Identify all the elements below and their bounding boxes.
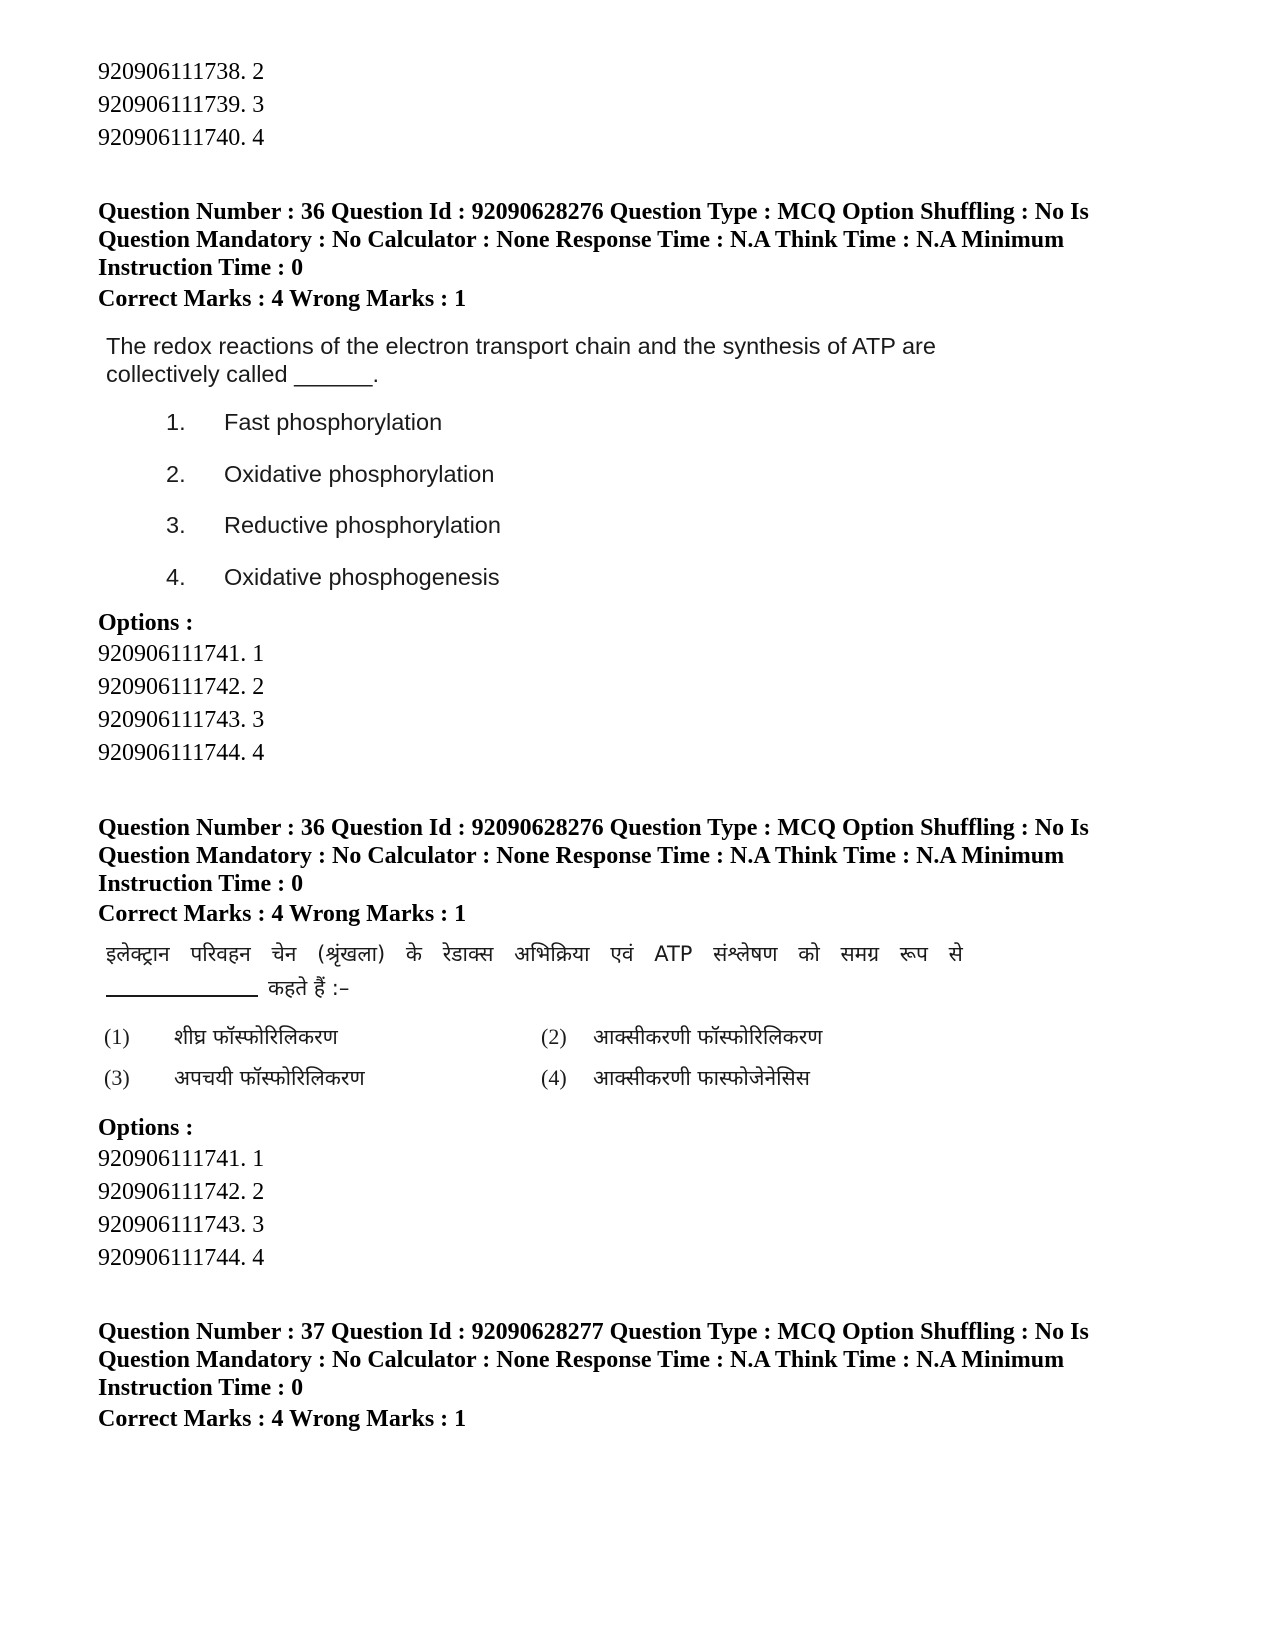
question-meta <box>98 1318 1178 1402</box>
question-meta <box>98 814 1178 898</box>
question-meta-line: Question Number : 36 Question Id : 92090628276 Question Type : MCQ Option Shuffling : No Is <box>98 815 1089 841</box>
option-line: 920906111742. 2 <box>98 1179 265 1205</box>
answer-choice <box>541 1064 810 1092</box>
option-line: 920906111739. 3 <box>98 92 265 118</box>
answer-choice-text: Oxidative phosphogenesis <box>224 564 500 590</box>
question-meta-line: Question Mandatory : No Calculator : None Response Time : N.A Think Time : N.A Minimum <box>98 843 1065 869</box>
options-heading: Options : <box>98 610 194 636</box>
question-stem <box>106 332 1006 388</box>
question-meta-line: Instruction Time : 0 <box>98 255 304 281</box>
question-stem <box>106 940 1046 1002</box>
answer-choice-number: (3) <box>104 1065 130 1090</box>
question-meta-line: Instruction Time : 0 <box>98 871 304 897</box>
answer-choice <box>104 1064 365 1092</box>
answer-choice-text: शीघ्र फॉस्फोरिलिकरण <box>174 1025 338 1049</box>
marks-line: Correct Marks : 4 Wrong Marks : 1 <box>98 286 467 312</box>
marks-line: Correct Marks : 4 Wrong Marks : 1 <box>98 1406 467 1432</box>
question-meta-line: Question Mandatory : No Calculator : None Response Time : N.A Think Time : N.A Minimum <box>98 227 1065 253</box>
option-line: 920906111741. 1 <box>98 1146 265 1172</box>
option-line: 920906111740. 4 <box>98 125 265 151</box>
option-line: 920906111743. 3 <box>98 1212 265 1238</box>
answer-choice-text: आक्सीकरणी फास्फोजेनेसिस <box>593 1066 810 1090</box>
answer-choice-number: (2) <box>541 1024 567 1049</box>
answer-blank <box>106 995 258 997</box>
question-stem-line <box>106 974 1046 1002</box>
option-line: 920906111743. 3 <box>98 707 265 733</box>
answer-choice <box>166 461 494 488</box>
option-line: 920906111742. 2 <box>98 674 265 700</box>
option-line: 920906111744. 4 <box>98 1245 265 1271</box>
question-meta <box>98 198 1178 282</box>
option-line: 920906111738. 2 <box>98 59 265 85</box>
question-stem-line: इलेक्ट्रान परिवहन चेन (श्रृंखला) के रेडाक्स अभिक्रिया एवं ATP संश्लेषण को समग्र रूप से <box>106 942 963 966</box>
answer-choice-number: 2. <box>166 461 186 487</box>
options-heading: Options : <box>98 1115 194 1141</box>
answer-choice <box>541 1023 822 1051</box>
answer-choice-number: 4. <box>166 564 186 590</box>
answer-choice <box>166 512 501 539</box>
question-meta-line: Question Number : 37 Question Id : 92090628277 Question Type : MCQ Option Shuffling : No Is <box>98 1319 1089 1345</box>
answer-choice-number: 3. <box>166 512 186 538</box>
question-stem-line: The redox reactions of the electron transport chain and the synthesis of ATP are <box>106 333 936 359</box>
answer-choice-number: 1. <box>166 409 186 435</box>
answer-choice <box>166 409 442 436</box>
question-meta-line: Instruction Time : 0 <box>98 1375 304 1401</box>
answer-choice-text: Fast phosphorylation <box>224 409 443 435</box>
answer-choice-text: आक्सीकरणी फॉस्फोरिलिकरण <box>593 1025 823 1049</box>
marks-line: Correct Marks : 4 Wrong Marks : 1 <box>98 901 467 927</box>
answer-choice-number: (4) <box>541 1065 567 1090</box>
answer-choice-number: (1) <box>104 1024 130 1049</box>
answer-choice <box>166 564 500 591</box>
question-stem-text: कहते हैं :– <box>268 976 350 1000</box>
option-line: 920906111741. 1 <box>98 641 265 667</box>
option-line: 920906111744. 4 <box>98 740 265 766</box>
answer-choice-text: Oxidative phosphorylation <box>224 461 495 487</box>
answer-choice-text: अपचयी फॉस्फोरिलिकरण <box>174 1066 365 1090</box>
answer-choice-text: Reductive phosphorylation <box>224 512 501 538</box>
question-meta-line: Question Number : 36 Question Id : 92090628276 Question Type : MCQ Option Shuffling : No Is <box>98 199 1089 225</box>
question-stem-line: collectively called ______. <box>106 361 380 387</box>
answer-choice <box>104 1023 338 1051</box>
question-meta-line: Question Mandatory : No Calculator : None Response Time : N.A Think Time : N.A Minimum <box>98 1347 1065 1373</box>
